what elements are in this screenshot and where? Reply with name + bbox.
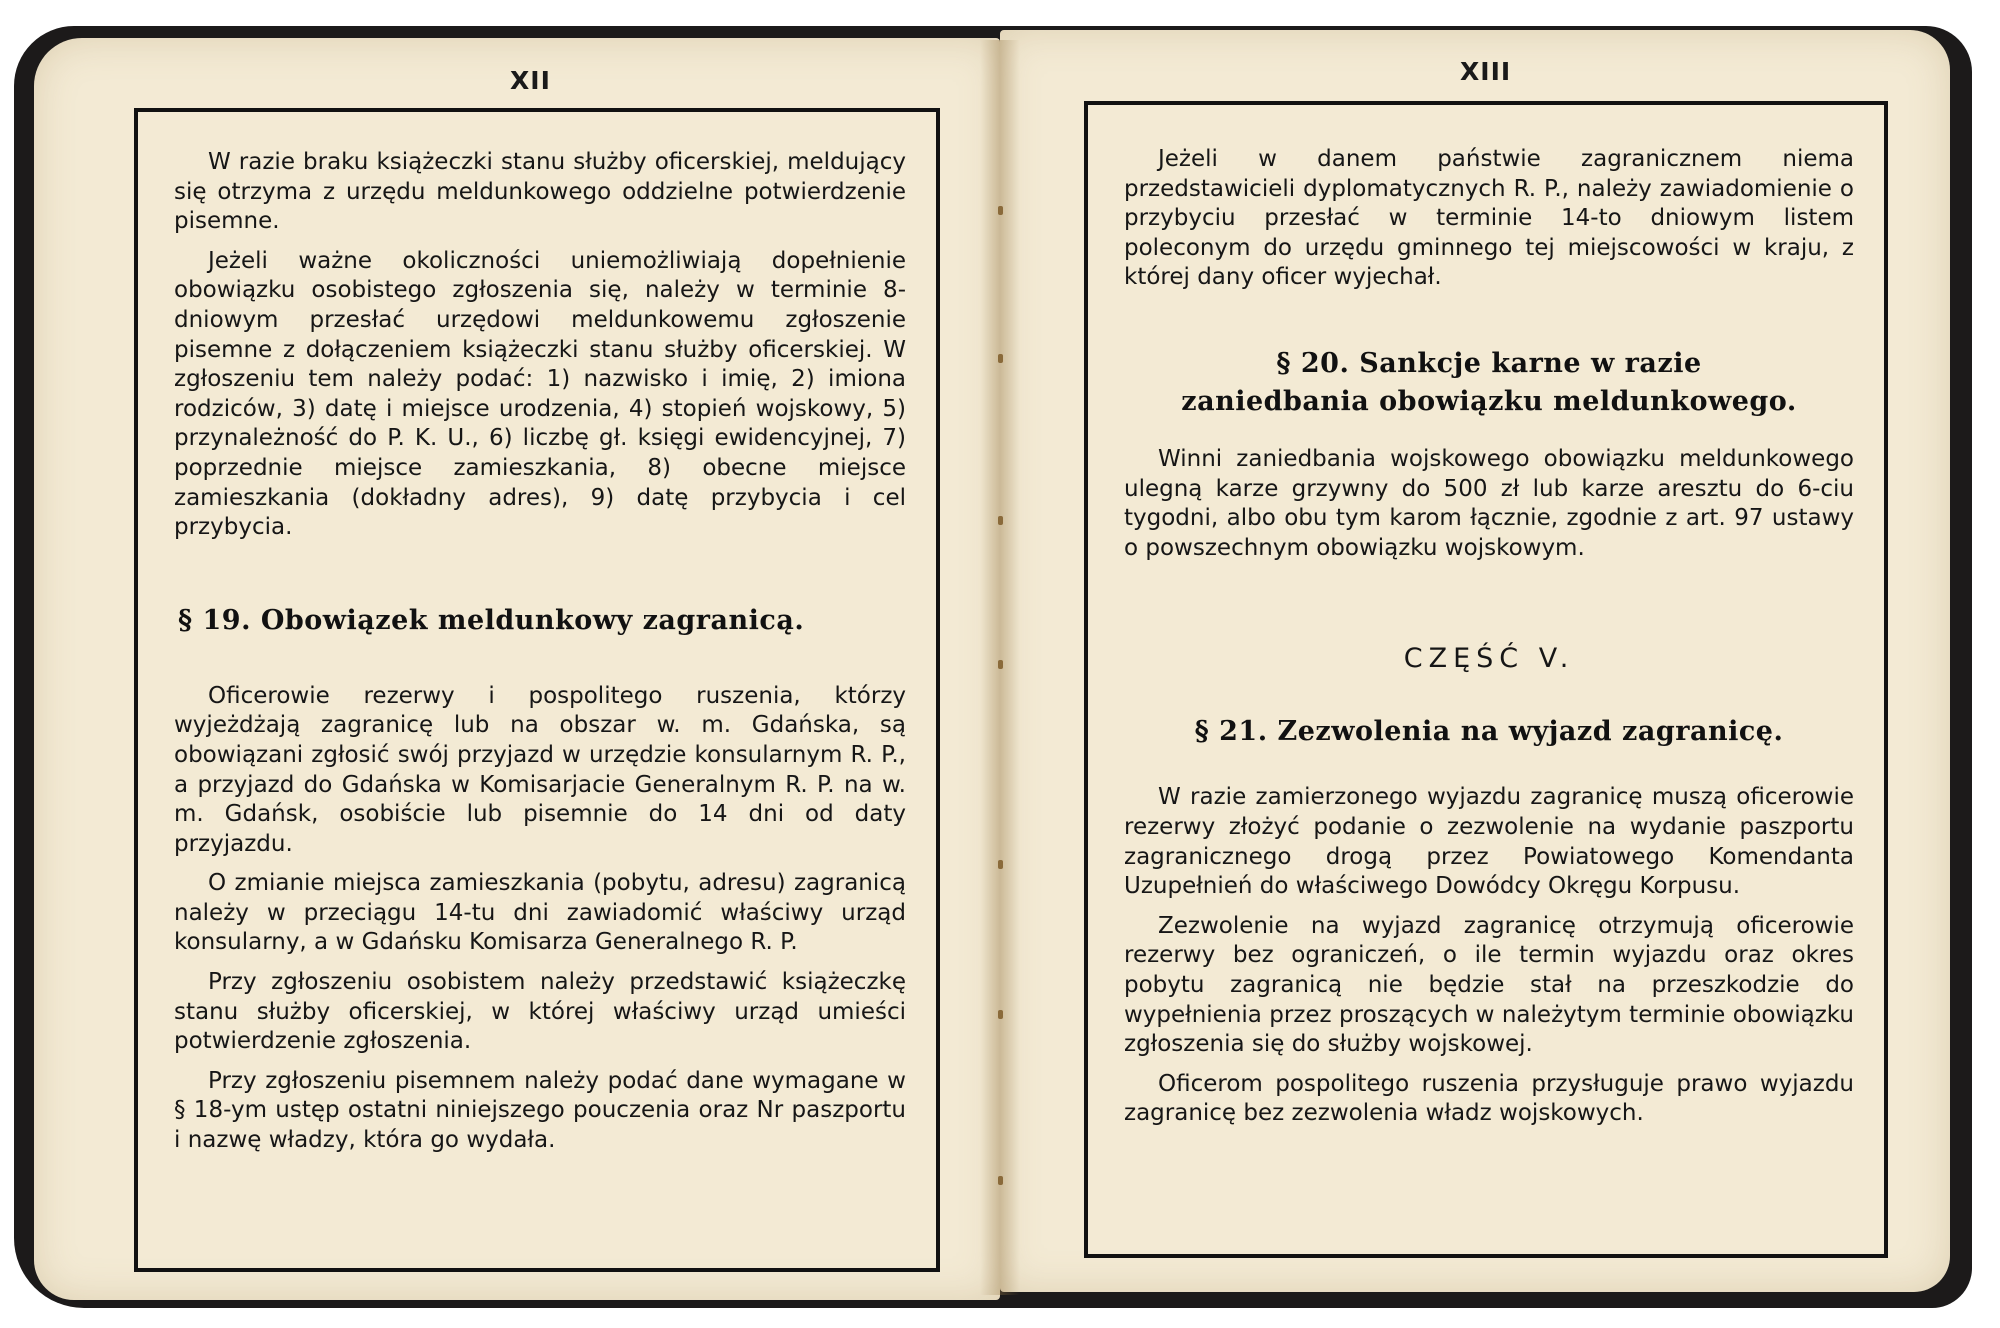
section-19-heading: § 19. Obowiązek meldunkowy zagranicą. — [178, 604, 805, 636]
section-21-heading: § 21. Zezwolenia na wyjazd zagranicę. — [1194, 716, 1784, 748]
binding-stitch — [998, 860, 1003, 869]
paragraph: Oficerowie rezerwy i pospolitego ruszenia, którzy wyjeżdżają zagranicę lub na obszar w. m. Gdańska, są obowiązani zgłosić swój przyjazd w urzędzie konsularnym R. P., a przyjazd do Gdańska w Komisarjacie Generalnym R. P. na w. m. Gdańsk, osobiście lub pisemnie do 14 dni od daty przyjazdu. — [174, 682, 906, 857]
paragraph: Przy zgłoszeniu osobistem należy przedstawić książeczkę stanu służby oficerskiej, w której właściwy urząd umieści potwierdzenie zgłoszenia. — [174, 969, 906, 1055]
paragraph: O zmianie miejsca zamieszkania (pobytu, adresu) zagranicą należy w przeciągu 14-tu dni zawiadomić właściwy urząd konsularny, a w Gdańsku Komisarza Generalnego R. P. — [174, 870, 906, 956]
binding-stitch — [998, 660, 1003, 669]
section-20-heading-line2: zaniedbania obowiązku meldunkowego. — [1181, 385, 1797, 417]
section-20-heading — [1124, 345, 1854, 421]
binding-stitch — [998, 516, 1003, 525]
paragraph: Winni zaniedbania wojskowego obowiązku meldunkowego ulegną karze grzywny do 500 zł lub karze aresztu do 6-ciu tygodni, albo obu tym karom łącznie, zgodnie z art. 97 ustawy o powszechnym obowiązku wojskowym. — [1124, 445, 1854, 561]
paragraph: Jeżeli ważne okoliczności uniemożliwiają dopełnienie obowiązku osobistego zgłoszenia się, należy w terminie 8-dniowym przesłać urzędowi meldunkowemu zgłoszenie pisemne z dołączeniem książeczki stanu służby oficerskiej. W zgłoszeniu tem należy podać: 1) nazwisko i imię, 2) imiona rodziców, 3) datę i miejsce urodzenia, 4) stopień wojskowy, 5) przynależność do P. K. U., 6) liczbę gł. księgi ewidencyjnej, 7) poprzednie miejsce zamieszkania, 8) obecne miejsce zamieszkania (dokładny adres), 9) datę przybycia i cel przybycia. — [174, 247, 906, 541]
binding-stitch — [998, 206, 1003, 215]
paragraph: Oficerom pospolitego ruszenia przysługuje prawo wyjazdu zagranicę bez zezwolenia władz wojskowych. — [1124, 1070, 1854, 1127]
right-text-frame — [1084, 101, 1888, 1258]
paragraph: W razie braku książeczki stanu służby oficerskiej, meldujący się otrzyma z urzędu meldunkowego oddzielne potwierdzenie pisemne. — [174, 149, 906, 235]
paragraph: Przy zgłoszeniu pisemnem należy podać dane wymagane w § 18-ym ustęp ostatni niniejszego pouczenia oraz Nr paszportu i nazwę władzy, która go wydała. — [174, 1067, 906, 1154]
binding-stitch — [998, 1010, 1003, 1019]
paragraph: Jeżeli w danem państwie zagranicznem niema przedstawicieli dyplomatycznych R. P., należy zawiadomienie o przybyciu przesłać w terminie 14-to dniowym listem poleconym do urzędu gminnego tej miejscowości w kraju, z której dany oficer wyjechał. — [1124, 146, 1854, 291]
section-20-heading-line1: § 20. Sankcje karne w razie — [1276, 347, 1702, 379]
left-text-frame — [134, 108, 940, 1272]
page-number-left: XII — [510, 66, 551, 95]
binding-stitch — [998, 354, 1003, 363]
part-heading: CZĘŚĆ V. — [1403, 643, 1575, 675]
paragraph: W razie zamierzonego wyjazdu zagranicę muszą oficerowie rezerwy złożyć podanie o zezwolenie na wydanie paszportu zagranicznego drogą przez Powiatowego Komendanta Uzupełnień do właściwego Dowódcy Okręgu Korpusu. — [1124, 784, 1854, 900]
page-number-right: XIII — [1460, 57, 1512, 86]
paragraph: Zezwolenie na wyjazd zagranicę otrzymują oficerowie rezerwy bez ograniczeń, o ile termin wyjazdu oraz okres pobytu zagranicą nie będzie stał na przeszkodzie do wypełnienia przez proszących w należytym terminie obowiązku zgłoszenia się do służby wojskowej. — [1124, 912, 1854, 1058]
binding-stitch — [998, 1176, 1003, 1185]
